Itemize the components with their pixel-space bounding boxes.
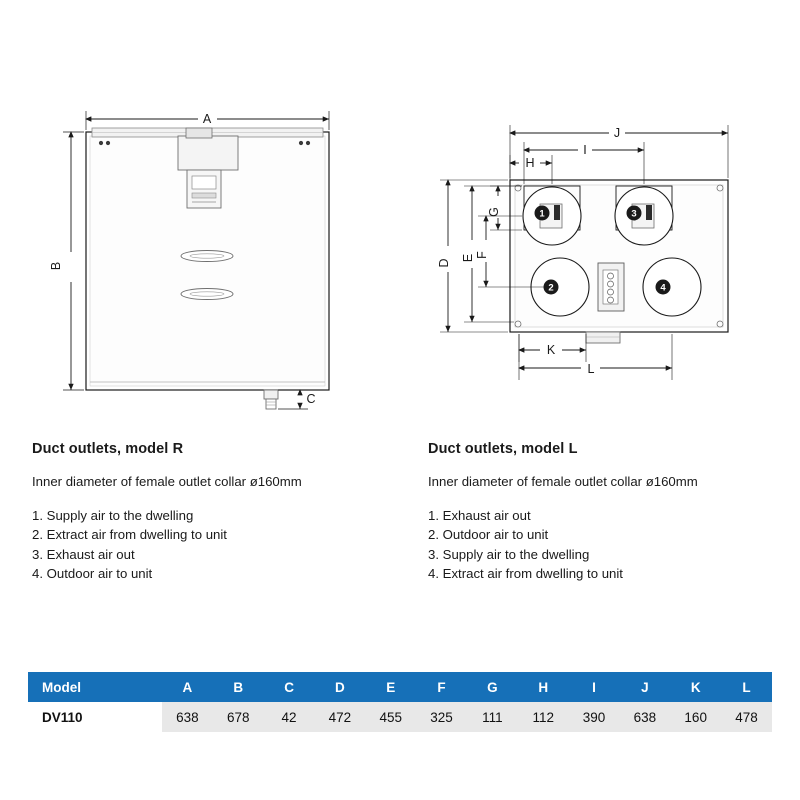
cell-e: 455 xyxy=(365,702,416,732)
list-item: 3. Supply air to the dwelling xyxy=(428,546,590,562)
legend-l-list xyxy=(428,507,788,583)
list-item: 2. Outdoor air to unit xyxy=(428,527,549,543)
table-row xyxy=(28,702,772,732)
dim-label-g: G xyxy=(487,207,501,217)
port-number-2: 2 xyxy=(548,282,554,294)
list-item: 1. Supply air to the dwelling xyxy=(32,507,194,523)
col-header-l: L xyxy=(721,672,772,702)
cell-d: 472 xyxy=(314,702,365,732)
legend-r-subtitle: Inner diameter of female outlet collar ø160mm xyxy=(32,474,302,490)
top-view-body xyxy=(510,180,728,343)
legend-model-l xyxy=(428,440,788,585)
table-header-row xyxy=(28,672,772,702)
dim-label-h: H xyxy=(525,156,535,170)
front-view-body xyxy=(86,128,329,409)
col-header-d: D xyxy=(314,672,365,702)
port-number-1: 1 xyxy=(539,208,545,220)
dimension-c xyxy=(278,390,308,409)
col-header-f: F xyxy=(416,672,467,702)
dim-label-a: A xyxy=(202,112,212,126)
legend-l-title: Duct outlets, model L xyxy=(428,441,578,457)
cell-b: 678 xyxy=(213,702,264,732)
port-number-4: 4 xyxy=(660,282,666,294)
dim-label-l: L xyxy=(587,362,595,376)
cell-h: 112 xyxy=(518,702,569,732)
specification-table xyxy=(28,672,772,732)
list-item: 2. Extract air from dwelling to unit xyxy=(32,527,227,543)
port-number-3: 3 xyxy=(631,208,637,220)
legend-l-subtitle: Inner diameter of female outlet collar ø160mm xyxy=(428,474,698,490)
cell-model: DV110 xyxy=(28,702,162,732)
dim-label-b: B xyxy=(49,261,63,271)
col-header-k: K xyxy=(670,672,721,702)
dim-label-d: D xyxy=(437,258,451,268)
cell-g: 111 xyxy=(467,702,518,732)
col-header-j: J xyxy=(619,672,670,702)
dim-label-k: K xyxy=(546,343,556,357)
col-header-model: Model xyxy=(28,672,162,702)
dim-label-f: F xyxy=(475,251,489,259)
col-header-i: I xyxy=(569,672,620,702)
list-item: 4. Extract air from dwelling to unit xyxy=(428,566,623,582)
col-header-h: H xyxy=(518,672,569,702)
list-item: 1. Exhaust air out xyxy=(428,507,531,523)
dimension-b xyxy=(63,132,84,390)
dim-label-c: C xyxy=(306,392,316,406)
legend-model-r xyxy=(32,440,392,585)
cell-k: 160 xyxy=(670,702,721,732)
list-item: 3. Exhaust air out xyxy=(32,546,135,562)
legend-r-title: Duct outlets, model R xyxy=(32,441,184,457)
cell-f: 325 xyxy=(416,702,467,732)
legend-r-list xyxy=(32,507,392,583)
cell-a: 638 xyxy=(162,702,213,732)
col-header-b: B xyxy=(213,672,264,702)
cell-c: 42 xyxy=(264,702,315,732)
list-item: 4. Outdoor air to unit xyxy=(32,566,153,582)
cell-i: 390 xyxy=(569,702,620,732)
dim-label-i: I xyxy=(583,143,587,157)
table-header xyxy=(28,672,772,702)
col-header-a: A xyxy=(162,672,213,702)
col-header-e: E xyxy=(365,672,416,702)
table-body xyxy=(28,702,772,732)
cell-j: 638 xyxy=(619,702,670,732)
cell-l: 478 xyxy=(721,702,772,732)
col-header-c: C xyxy=(264,672,315,702)
dim-label-j: J xyxy=(613,126,621,140)
col-header-g: G xyxy=(467,672,518,702)
dim-label-e: E xyxy=(461,253,475,263)
